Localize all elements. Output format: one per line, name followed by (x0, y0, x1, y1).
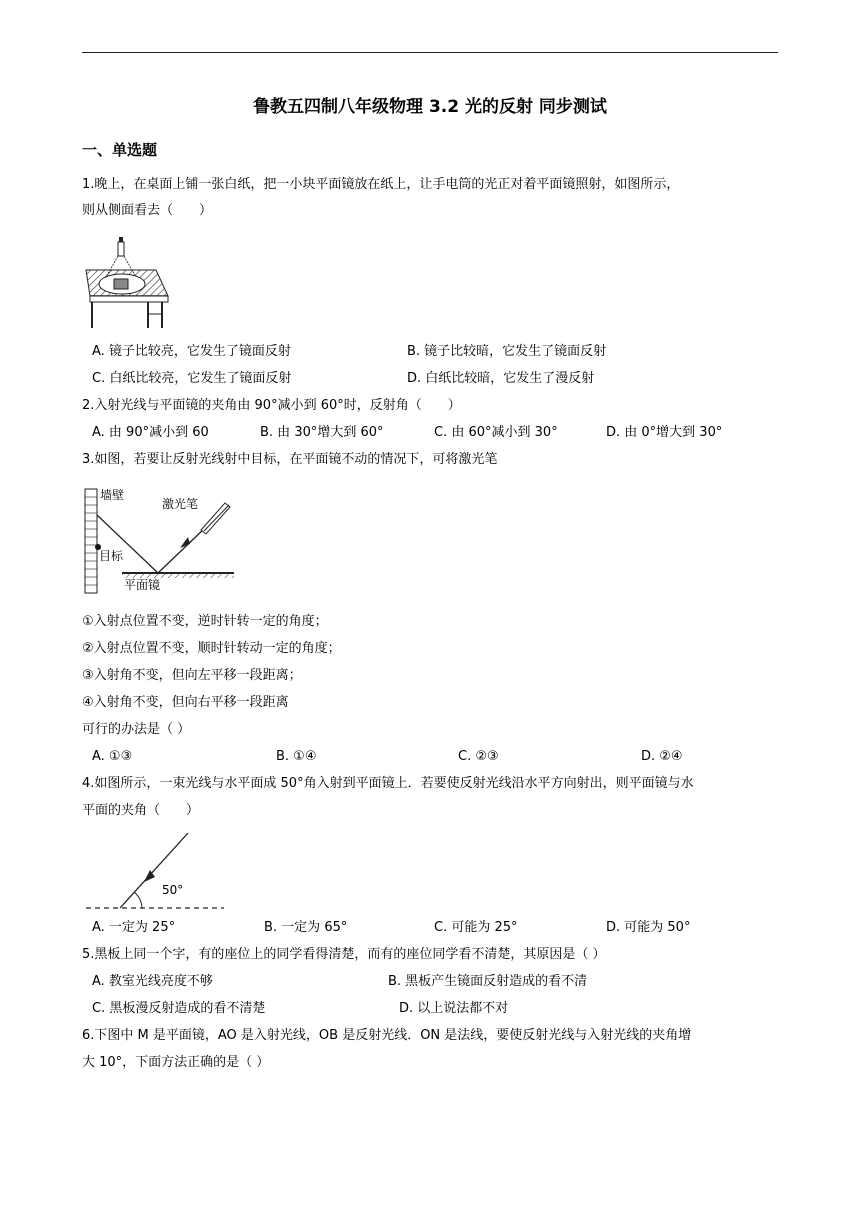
q3-label-wall: 墙壁 (100, 488, 125, 502)
q1-option-b[interactable]: B. 镜子比较暗，它发生了镜面反射 (407, 344, 607, 359)
q5-option-a[interactable]: A. 教室光线亮度不够 (92, 974, 213, 989)
q6-stem-line1: 6.下图中 M 是平面镜，AO 是入射光线，OB 是反射光线．ON 是法线，要使反射光线与入射光线的夹角增 (82, 1028, 692, 1043)
q4-option-c[interactable]: C. 可能为 25° (434, 920, 518, 935)
q2-option-b[interactable]: B. 由 30°增大到 60° (260, 425, 384, 440)
top-rule (82, 52, 778, 53)
q1-stem-line2: 则从侧面看去（ ） (82, 203, 213, 218)
q6-stem-line2: 大 10°，下面方法正确的是（ ） (82, 1055, 270, 1070)
q2-option-c[interactable]: C. 由 60°减小到 30° (434, 425, 558, 440)
q4-angle-label: 50° (162, 883, 184, 897)
q2-option-d[interactable]: D. 由 0°增大到 30° (606, 425, 723, 440)
q2-option-a[interactable]: A. 由 90°减小到 60 (92, 425, 209, 440)
q4-figure-light-angle (86, 830, 226, 914)
q3-item-4: ④入射角不变，但向右平移一段距离 (82, 695, 289, 710)
q5-option-d[interactable]: D. 以上说法都不对 (399, 1001, 509, 1016)
q5-option-c[interactable]: C. 黑板漫反射造成的看不清楚 (92, 1001, 266, 1016)
q4-stem-line2: 平面的夹角（ ） (82, 803, 200, 818)
q3-label-target: 目标 (99, 549, 124, 563)
q3-label-laser-pen: 激光笔 (162, 497, 199, 511)
q4-option-b[interactable]: B. 一定为 65° (264, 920, 348, 935)
q3-option-c[interactable]: C. ②③ (458, 749, 499, 764)
q3-option-b[interactable]: B. ①④ (276, 749, 317, 764)
q4-option-d[interactable]: D. 可能为 50° (606, 920, 691, 935)
q1-figure-flashlight-table (84, 234, 170, 332)
page-title: 鲁教五四制八年级物理 3.2 光的反射 同步测试 (253, 97, 607, 117)
q5-option-b[interactable]: B. 黑板产生镜面反射造成的看不清 (388, 974, 588, 989)
q1-option-c[interactable]: C. 白纸比较亮，它发生了镜面反射 (92, 371, 292, 386)
q2-stem: 2.入射光线与平面镜的夹角由 90°减小到 60°时，反射角（ ） (82, 398, 461, 413)
q3-item-2: ②入射点位置不变，顺时针转动一定的角度； (82, 641, 341, 656)
q3-option-d[interactable]: D. ②④ (641, 749, 683, 764)
q3-item-3: ③入射角不变，但向左平移一段距离； (82, 668, 302, 683)
q1-option-d[interactable]: D. 白纸比较暗，它发生了漫反射 (407, 371, 595, 386)
q5-stem: 5.黑板上同一个字，有的座位上的同学看得清楚，而有的座位同学看不清楚，其原因是（ ） (82, 947, 606, 962)
q3-stem: 3.如图，若要让反射光线射中目标，在平面镜不动的情况下，可将激光笔 (82, 452, 498, 467)
q3-item-1: ①入射点位置不变，逆时针转一定的角度； (82, 614, 328, 629)
q4-stem-line1: 4.如图所示，一束光线与水平面成 50°角入射到平面镜上．若要使反射光线沿水平方向射出，则平面镜与水 (82, 776, 694, 791)
q3-prompt: 可行的办法是（ ） (82, 722, 191, 737)
q3-label-mirror: 平面镜 (124, 578, 161, 592)
q3-option-a[interactable]: A. ①③ (92, 749, 133, 764)
q4-option-a[interactable]: A. 一定为 25° (92, 920, 176, 935)
section-heading: 一、单选题 (82, 141, 158, 159)
q1-stem-line1: 1.晚上，在桌面上铺一张白纸，把一小块平面镜放在纸上，让手电筒的光正对着平面镜照射，如图所示， (82, 177, 680, 192)
q1-option-a[interactable]: A. 镜子比较亮，它发生了镜面反射 (92, 344, 291, 359)
